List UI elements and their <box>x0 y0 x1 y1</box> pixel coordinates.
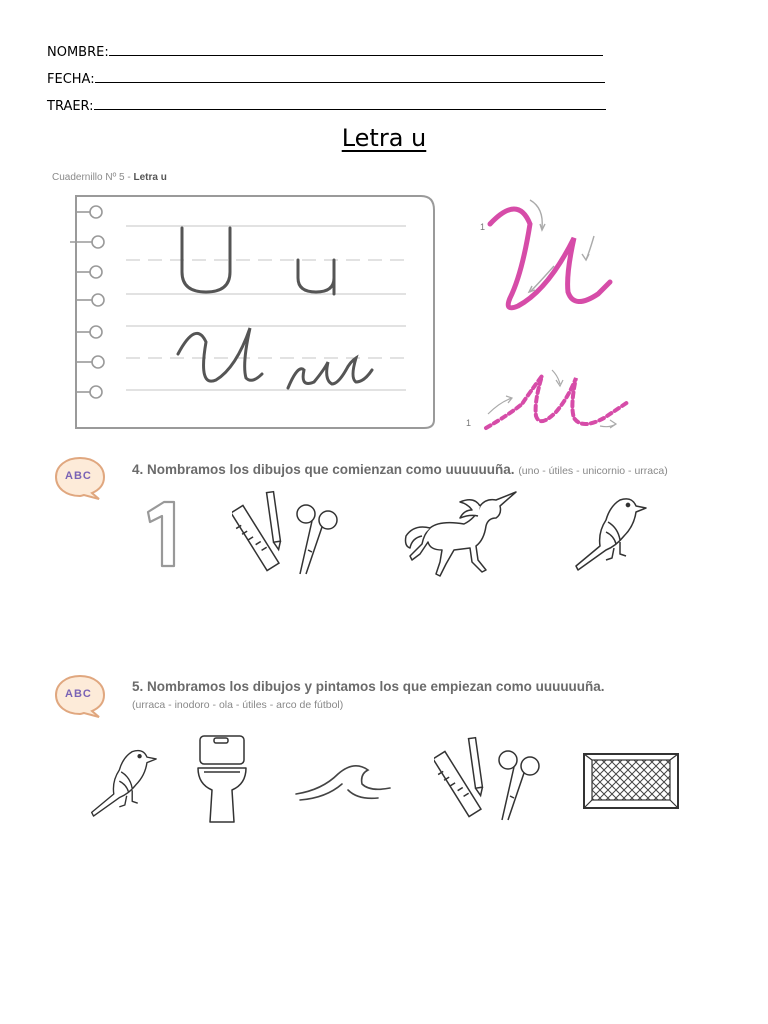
abc-text-2: ABC <box>65 688 92 700</box>
bring-label: TRAER: <box>47 99 94 114</box>
soccer-goal-icon <box>580 750 682 812</box>
dotted-u-strokes <box>464 362 644 442</box>
abc-speech-badge <box>54 455 106 505</box>
picture-unicornio <box>400 488 520 580</box>
picture-utiles-2 <box>434 736 552 826</box>
picture-arco-de-futbol <box>580 750 682 812</box>
bring-field[interactable] <box>47 97 606 115</box>
caption-prefix: Cuadernillo Nº 5 - <box>52 172 134 183</box>
picture-urraca-1 <box>572 492 648 574</box>
stroke-number-lower: 1 <box>466 418 472 428</box>
exercise-4-prompt: 4. Nombramos los dibujos que comienzan como uuuuuuña. <box>132 462 515 477</box>
notebook-illustration <box>66 192 438 432</box>
toilet-icon <box>196 734 248 826</box>
stroke-number-upper: 1 <box>480 222 486 232</box>
date-label: FECHA: <box>47 72 95 87</box>
cursive-uppercase-u-model <box>478 194 628 328</box>
school-supplies-icon <box>434 736 552 826</box>
exercise-4-instruction <box>132 462 668 477</box>
date-line[interactable] <box>95 70 605 83</box>
picture-urraca-2 <box>88 742 158 822</box>
notebook-practice-card <box>66 192 438 436</box>
picture-inodoro <box>196 734 248 826</box>
picture-uno <box>140 498 184 570</box>
magpie-icon <box>88 742 158 822</box>
name-line[interactable] <box>109 43 603 56</box>
caption-bold: Letra u <box>133 172 167 183</box>
bring-line[interactable] <box>94 97 606 110</box>
picture-ola <box>292 756 396 806</box>
abc-text: ABC <box>65 470 92 482</box>
exercise-4-words: (uno - útiles - unicornio - urraca) <box>518 465 668 477</box>
number-one-icon <box>140 498 184 570</box>
picture-utiles-1 <box>232 490 350 580</box>
workbook-caption <box>52 172 167 183</box>
abc-speech-badge-2 <box>54 673 106 723</box>
exercise-5-words: (urraca - inodoro - ola - útiles - arco de fútbol) <box>132 699 344 711</box>
school-supplies-icon <box>232 490 350 580</box>
exercise-5-prompt: 5. Nombramos los dibujos y pintamos los que empiezan como uuuuuuña. <box>132 679 605 694</box>
wave-icon <box>292 756 396 806</box>
magpie-icon <box>572 492 648 574</box>
date-field[interactable] <box>47 70 605 88</box>
cursive-lowercase-u-model <box>464 362 644 446</box>
name-label: NOMBRE: <box>47 45 109 60</box>
name-field[interactable] <box>47 43 603 61</box>
cursive-u-strokes <box>478 194 628 324</box>
unicorn-icon <box>400 488 520 580</box>
page-title: Letra u <box>341 124 427 152</box>
